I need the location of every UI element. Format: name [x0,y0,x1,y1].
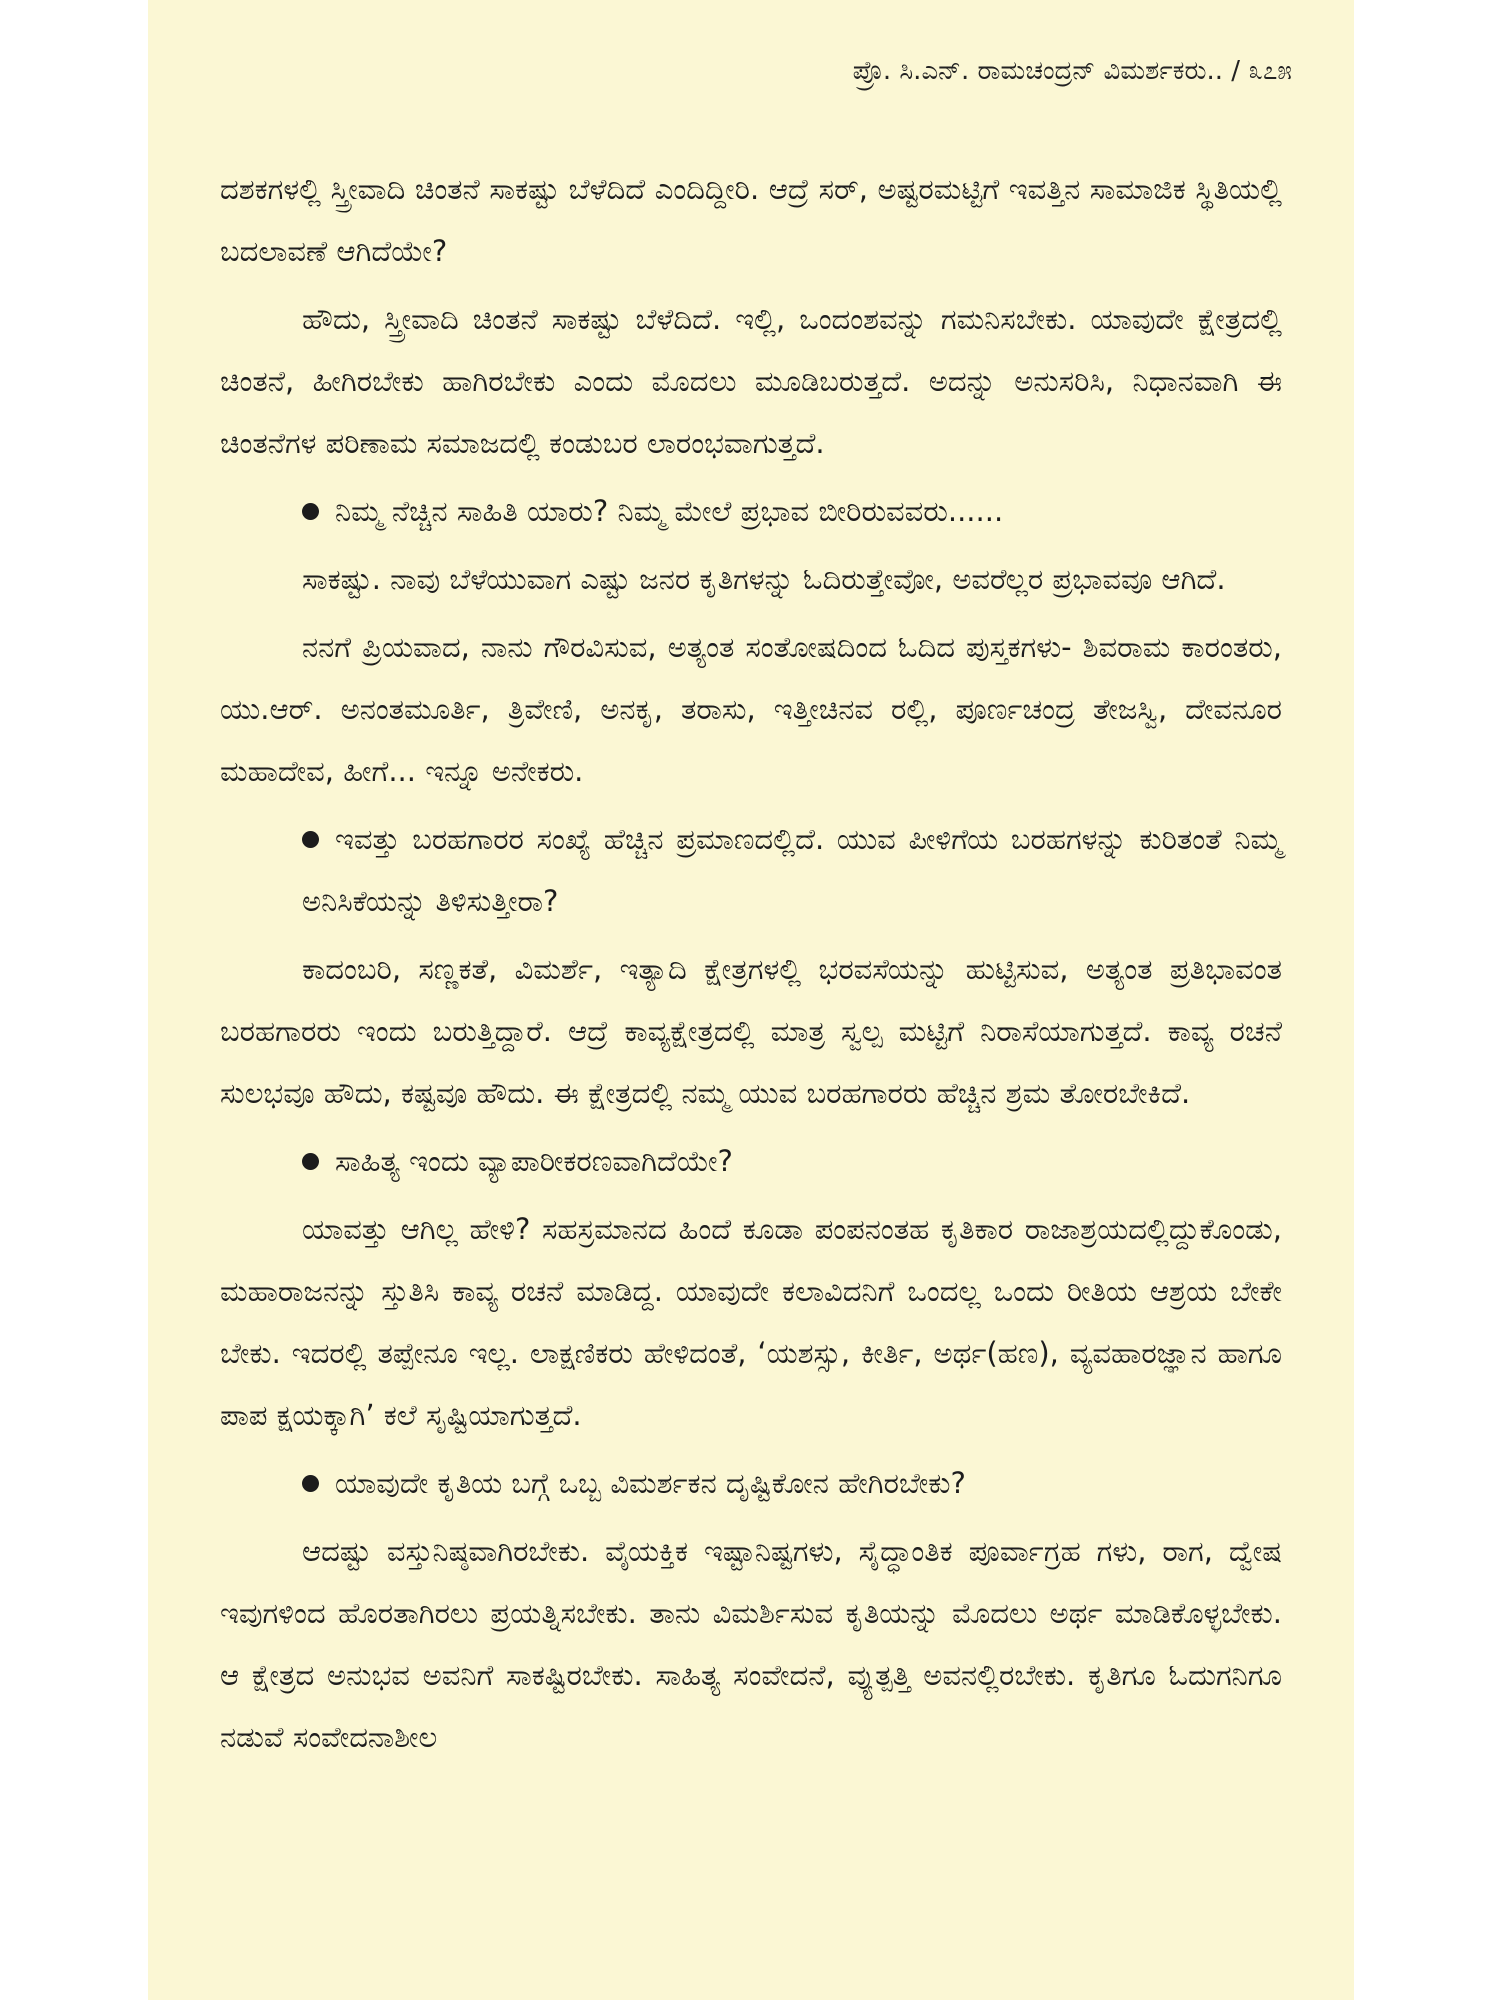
question-paragraph [220,1452,1282,1514]
answer-paragraph [220,288,1282,474]
paragraph-text: ಆದಷ್ಟು ವಸ್ತುನಿಷ್ಠವಾಗಿರಬೇಕು. ವೈಯಕ್ತಿಕ ಇಷ್ಟಾನಿಷ್ಟಗಳು, ಸೈದ್ಧಾಂತಿಕ ಪೂರ್ವಾಗ್ರಹ ಗಳು, ರಾಗ, ದ್ವೇಷ ಇವುಗಳಿಂದ ಹೊರತಾಗಿರಲು ಪ್ರಯತ್ನಿಸಬೇಕು. ತಾನು ವಿಮರ್ಶಿಸುವ ಕೃತಿಯನ್ನು ಮೊದಲು ಅರ್ಥ ಮಾಡಿಕೊಳ್ಳಬೇಕು. ಆ ಕ್ಷೇತ್ರದ ಅನುಭವ ಅವನಿಗೆ ಸಾಕಷ್ಟಿರಬೇಕು. ಸಾಹಿತ್ಯ ಸಂವೇದನೆ, ವ್ಯುತ್ಪತ್ತಿ ಅವನಲ್ಲಿರಬೇಕು. ಕೃತಿಗೂ ಓದುಗನಿಗೂ ನಡುವೆ ಸಂವೇದನಾಶೀಲ [220,1534,1282,1754]
paragraph-text: ಯಾವತ್ತು ಆಗಿಲ್ಲ ಹೇಳಿ? ಸಹಸ್ರಮಾನದ ಹಿಂದೆ ಕೂಡಾ ಪಂಪನಂತಹ ಕೃತಿಕಾರ ರಾಜಾಶ್ರಯದಲ್ಲಿದ್ದುಕೊಂಡು, ಮಹಾರಾಜನನ್ನು ಸ್ತುತಿಸಿ ಕಾವ್ಯ ರಚನೆ ಮಾಡಿದ್ದ. ಯಾವುದೇ ಕಲಾವಿದನಿಗೆ ಒಂದಲ್ಲ ಒಂದು ರೀತಿಯ ಆಶ್ರಯ ಬೇಕೇ ಬೇಕು. ಇದರಲ್ಲಿ ತಪ್ಪೇನೂ ಇಲ್ಲ. ಲಾಕ್ಷಣಿಕರು ಹೇಳಿದಂತೆ, ‘ಯಶಸ್ಸು, ಕೀರ್ತಿ, ಅರ್ಥ(ಹಣ), ವ್ಯವಹಾರಜ್ಞಾನ ಹಾಗೂ ಪಾಪ ಕ್ಷಯಕ್ಕಾಗಿ’ ಕಲೆ ಸೃಷ್ಟಿಯಾಗುತ್ತದೆ. [220,1212,1282,1432]
bullet-icon [302,831,319,848]
answer-paragraph [220,1520,1282,1768]
paragraph-text: ನನಗೆ ಪ್ರಿಯವಾದ, ನಾನು ಗೌರವಿಸುವ, ಅತ್ಯಂತ ಸಂತೋಷದಿಂದ ಓದಿದ ಪುಸ್ತಕಗಳು- ಶಿವರಾಮ ಕಾರಂತರು, ಯು.ಆರ್. ಅನಂತಮೂರ್ತಿ, ತ್ರಿವೇಣಿ, ಅನಕೃ, ತರಾಸು, ಇತ್ತೀಚಿನವ ರಲ್ಲಿ, ಪೂರ್ಣಚಂದ್ರ ತೇಜಸ್ವಿ, ದೇವನೂರ ಮಹಾದೇವ, ಹೀಗೆ... ಇನ್ನೂ ಅನೇಕರು. [220,630,1282,788]
answer-paragraph [220,616,1282,802]
question-text: ಇವತ್ತು ಬರಹಗಾರರ ಸಂಖ್ಯೆ ಹೆಚ್ಚಿನ ಪ್ರಮಾಣದಲ್ಲಿದೆ. ಯುವ ಪೀಳಿಗೆಯ ಬರಹಗಳನ್ನು ಕುರಿತಂತೆ ನಿಮ್ಮ ಅನಿಸಿಕೆಯನ್ನು ತಿಳಿಸುತ್ತೀರಾ? [302,822,1282,918]
paragraph-text: ದಶಕಗಳಲ್ಲಿ ಸ್ತ್ರೀವಾದಿ ಚಿಂತನೆ ಸಾಕಷ್ಟು ಬೆಳೆದಿದೆ ಎಂದಿದ್ದೀರಿ. ಆದ್ರೆ ಸರ್, ಅಷ್ಟರಮಟ್ಟಿಗೆ ಇವತ್ತಿನ ಸಾಮಾಜಿಕ ಸ್ಥಿತಿಯಲ್ಲಿ ಬದಲಾವಣೆ ಆಗಿದೆಯೇ? [220,172,1282,268]
answer-paragraph [220,548,1282,610]
bullet-icon [302,1153,319,1170]
bullet-icon [302,503,319,520]
question-text: ನಿಮ್ಮ ನೆಚ್ಚಿನ ಸಾಹಿತಿ ಯಾರು? ನಿಮ್ಮ ಮೇಲೆ ಪ್ರಭಾವ ಬೀರಿರುವವರು...... [335,494,1004,528]
paragraph-text: ಸಾಕಷ್ಟು. ನಾವು ಬೆಳೆಯುವಾಗ ಎಷ್ಟು ಜನರ ಕೃತಿಗಳನ್ನು ಓದಿರುತ್ತೇವೋ, ಅವರೆಲ್ಲರ ಪ್ರಭಾವವೂ ಆಗಿದೆ. [302,562,1226,596]
page-body [220,158,1282,1774]
running-header: ಪ್ರೊ. ಸಿ.ಎನ್. ರಾಮಚಂದ್ರನ್ ವಿಮರ್ಶಕರು.. / ೩೭೫ [852,56,1292,86]
question-paragraph [220,1130,1282,1192]
answer-paragraph [220,938,1282,1124]
question-text: ಯಾವುದೇ ಕೃತಿಯ ಬಗ್ಗೆ ಒಬ್ಬ ವಿಮರ್ಶಕನ ದೃಷ್ಟಿಕೋನ ಹೇಗಿರಬೇಕು? [335,1466,966,1500]
bullet-icon [302,1475,319,1492]
paragraph-text: ಹೌದು, ಸ್ತ್ರೀವಾದಿ ಚಿಂತನೆ ಸಾಕಷ್ಟು ಬೆಳೆದಿದೆ. ಇಲ್ಲಿ, ಒಂದಂಶವನ್ನು ಗಮನಿಸಬೇಕು. ಯಾವುದೇ ಕ್ಷೇತ್ರದಲ್ಲಿ ಚಿಂತನೆ, ಹೀಗಿರಬೇಕು ಹಾಗಿರಬೇಕು ಎಂದು ಮೊದಲು ಮೂಡಿಬರುತ್ತದೆ. ಅದನ್ನು ಅನುಸರಿಸಿ, ನಿಧಾನವಾಗಿ ಈ ಚಿಂತನೆಗಳ ಪರಿಣಾಮ ಸಮಾಜದಲ್ಲಿ ಕಂಡುಬರ ಲಾರಂಭವಾಗುತ್ತದೆ. [220,302,1282,460]
book-page [148,0,1354,2000]
paragraph [220,158,1282,282]
question-paragraph [220,808,1282,932]
paragraph-text: ಕಾದಂಬರಿ, ಸಣ್ಣಕತೆ, ವಿಮರ್ಶೆ, ಇತ್ಯಾದಿ ಕ್ಷೇತ್ರಗಳಲ್ಲಿ ಭರವಸೆಯನ್ನು ಹುಟ್ಟಿಸುವ, ಅತ್ಯಂತ ಪ್ರತಿಭಾವಂತ ಬರಹಗಾರರು ಇಂದು ಬರುತ್ತಿದ್ದಾರೆ. ಆದ್ರೆ ಕಾವ್ಯಕ್ಷೇತ್ರದಲ್ಲಿ ಮಾತ್ರ ಸ್ವಲ್ಪ ಮಟ್ಟಿಗೆ ನಿರಾಸೆಯಾಗುತ್ತದೆ. ಕಾವ್ಯ ರಚನೆ ಸುಲಭವೂ ಹೌದು, ಕಷ್ಟವೂ ಹೌದು. ಈ ಕ್ಷೇತ್ರದಲ್ಲಿ ನಮ್ಮ ಯುವ ಬರಹಗಾರರು ಹೆಚ್ಚಿನ ಶ್ರಮ ತೋರಬೇಕಿದೆ. [220,952,1282,1110]
question-paragraph [220,480,1282,542]
question-text: ಸಾಹಿತ್ಯ ಇಂದು ವ್ಯಾಪಾರೀಕರಣವಾಗಿದೆಯೇ? [335,1144,733,1178]
answer-paragraph [220,1198,1282,1446]
